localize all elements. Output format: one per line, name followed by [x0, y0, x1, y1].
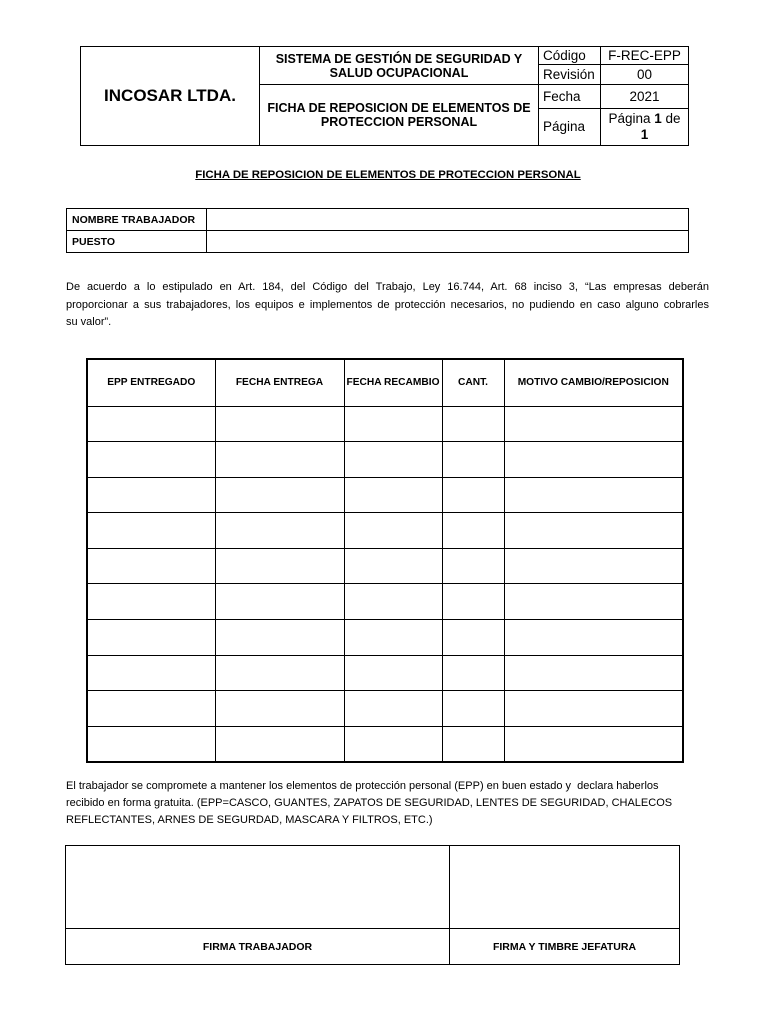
epp-table-body: [87, 406, 683, 762]
epp-table-row: [87, 726, 683, 762]
epp-table-row: [87, 655, 683, 691]
epp-cell-fecha-recambio: [344, 620, 442, 656]
manager-signature-box: [450, 846, 680, 929]
epp-table-header: [87, 359, 683, 406]
system-title: SISTEMA DE GESTIÓN DE SEGURIDAD Y SALUD OCUPACIONAL: [260, 47, 539, 85]
code-value: F-REC-EPP: [601, 47, 689, 65]
worker-name-label: NOMBRE TRABAJADOR: [67, 209, 207, 231]
epp-cell-cantidad: [442, 442, 504, 478]
epp-cell-epp-entregado: [87, 691, 215, 727]
epp-cell-fecha-recambio: [344, 584, 442, 620]
epp-table-row: [87, 442, 683, 478]
epp-cell-fecha-recambio: [344, 655, 442, 691]
epp-table-row: [87, 513, 683, 549]
epp-cell-fecha-entrega: [215, 442, 344, 478]
declaration-line: El trabajador se compromete a mantener los elementos de protección personal (EPP) en buen estado y declara haberlos: [66, 780, 659, 792]
page-label: Página: [539, 109, 601, 146]
column-header-epp-entregado: EPP ENTREGADO: [87, 359, 215, 406]
epp-cell-motivo: [504, 477, 683, 513]
epp-cell-epp-entregado: [87, 548, 215, 584]
page-current: 1: [654, 111, 662, 126]
epp-cell-cantidad: [442, 548, 504, 584]
epp-cell-epp-entregado: [87, 620, 215, 656]
worker-signature-label: FIRMA TRABAJADOR: [66, 929, 450, 965]
epp-table-row: [87, 584, 683, 620]
epp-cell-cantidad: [442, 691, 504, 727]
document-header: [80, 46, 689, 146]
worker-position-field: [207, 231, 689, 253]
page-title: FICHA DE REPOSICION DE ELEMENTOS DE PROTECCION PERSONAL: [195, 169, 581, 181]
epp-cell-fecha-recambio: [344, 442, 442, 478]
epp-cell-motivo: [504, 442, 683, 478]
epp-cell-fecha-recambio: [344, 477, 442, 513]
worker-name-field: [207, 209, 689, 231]
epp-cell-fecha-entrega: [215, 691, 344, 727]
epp-cell-cantidad: [442, 406, 504, 442]
epp-cell-cantidad: [442, 620, 504, 656]
epp-cell-epp-entregado: [87, 655, 215, 691]
epp-table-row: [87, 406, 683, 442]
epp-cell-epp-entregado: [87, 584, 215, 620]
revision-value: 00: [601, 65, 689, 85]
worker-position-label: PUESTO: [67, 231, 207, 253]
epp-cell-fecha-recambio: [344, 726, 442, 762]
code-label: Código: [539, 47, 601, 65]
worker-signature-box: [66, 846, 450, 929]
company-name: INCOSAR LTDA.: [81, 47, 260, 146]
epp-cell-motivo: [504, 655, 683, 691]
epp-cell-motivo: [504, 548, 683, 584]
epp-cell-fecha-recambio: [344, 548, 442, 584]
epp-cell-motivo: [504, 513, 683, 549]
epp-cell-epp-entregado: [87, 726, 215, 762]
worker-position-row: [67, 231, 689, 253]
epp-cell-motivo: [504, 620, 683, 656]
date-label: Fecha: [539, 85, 601, 109]
epp-cell-epp-entregado: [87, 513, 215, 549]
epp-cell-motivo: [504, 726, 683, 762]
epp-cell-fecha-entrega: [215, 513, 344, 549]
epp-table: [86, 358, 684, 763]
epp-cell-fecha-recambio: [344, 691, 442, 727]
epp-cell-cantidad: [442, 477, 504, 513]
epp-table-row: [87, 620, 683, 656]
epp-cell-fecha-recambio: [344, 513, 442, 549]
epp-cell-fecha-entrega: [215, 620, 344, 656]
declaration-line: REFLECTANTES, ARNES DE SEGURDAD, MASCARA Y FILTROS, ETC.): [66, 814, 433, 826]
epp-cell-fecha-entrega: [215, 477, 344, 513]
revision-label: Revisión: [539, 65, 601, 85]
epp-cell-epp-entregado: [87, 406, 215, 442]
epp-table-row: [87, 477, 683, 513]
declaration-paragraph: [66, 778, 726, 829]
epp-cell-fecha-entrega: [215, 548, 344, 584]
epp-cell-motivo: [504, 584, 683, 620]
epp-cell-cantidad: [442, 584, 504, 620]
page-total: 1: [640, 127, 649, 142]
legal-paragraph-line: su valor”.: [66, 316, 112, 328]
epp-cell-fecha-entrega: [215, 584, 344, 620]
worker-info-table: [66, 208, 689, 253]
column-header-fecha-entrega: FECHA ENTREGA: [215, 359, 344, 406]
epp-table-row: [87, 691, 683, 727]
epp-cell-cantidad: [442, 513, 504, 549]
worker-name-row: [67, 209, 689, 231]
epp-cell-fecha-entrega: [215, 726, 344, 762]
page-of: de: [665, 111, 681, 126]
epp-cell-epp-entregado: [87, 442, 215, 478]
legal-paragraph-line: proporcionar a sus trabajadores, los equipos e implementos de protección necesarios, no pudiendo en caso alguno cobrarles: [66, 298, 709, 311]
page-prefix: Página: [608, 111, 651, 126]
epp-cell-epp-entregado: [87, 477, 215, 513]
epp-cell-motivo: [504, 406, 683, 442]
legal-paragraph: [66, 279, 709, 332]
date-value: 2021: [601, 85, 689, 109]
epp-cell-fecha-recambio: [344, 406, 442, 442]
epp-cell-cantidad: [442, 726, 504, 762]
legal-paragraph-line: De acuerdo a lo estipulado en Art. 184, del Código del Trabajo, Ley 16.744, Art. 68 inciso 3, “Las empresas deberán: [66, 281, 709, 293]
column-header-fecha-recambio: FECHA RECAMBIO: [344, 359, 442, 406]
epp-cell-cantidad: [442, 655, 504, 691]
page-number-value: [601, 109, 689, 146]
column-header-cantidad: CANT.: [442, 359, 504, 406]
form-title: FICHA DE REPOSICION DE ELEMENTOS DE PROTECCION PERSONAL: [260, 85, 539, 146]
epp-cell-fecha-entrega: [215, 655, 344, 691]
epp-cell-motivo: [504, 691, 683, 727]
declaration-line: recibido en forma gratuita. (EPP=CASCO, GUANTES, ZAPATOS DE SEGURIDAD, LENTES DE SEGURIDAD, CHALECOS: [66, 797, 673, 809]
epp-table-row: [87, 548, 683, 584]
epp-cell-fecha-entrega: [215, 406, 344, 442]
manager-signature-label: FIRMA Y TIMBRE JEFATURA: [450, 929, 680, 965]
signature-table: [65, 845, 680, 965]
column-header-motivo: MOTIVO CAMBIO/REPOSICION: [504, 359, 683, 406]
